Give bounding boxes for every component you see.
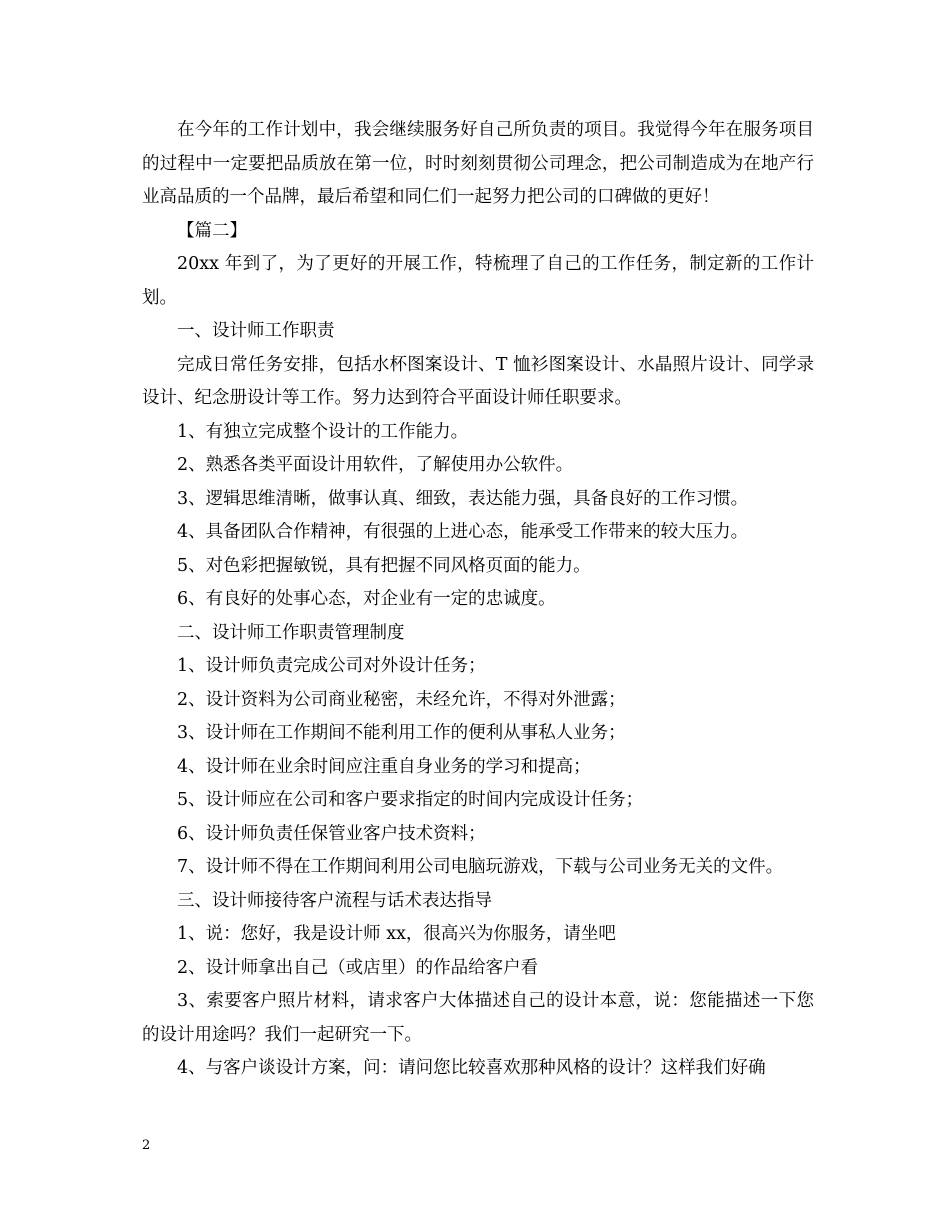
heading-management-rules: 二、设计师工作职责管理制度 [177,622,405,643]
paragraph-daily-tasks: 完成日常任务安排，包括水杯图案设计、T 恤衫图案设计、水晶照片设计、同学录设计、纪念册设计等工作。努力达到符合平面设计师任职要求。 [142,354,814,408]
paragraph-closing-plan: 在今年的工作计划中，我会继续服务好自己所负责的项目。我觉得今年在服务项目的过程中一定要把品质放在第一位，时时刻刻贯彻公司理念，把公司制造成为在地产行业高品质的一个品牌，最后希望和同仁们一起努力把公司的口碑做的更好！ [142,120,814,207]
list-item-duty-3: 3、逻辑思维清晰，做事认真、细致，表达能力强，具备良好的工作习惯。 [177,488,749,509]
list-item-duty-4: 4、具备团队合作精神，有很强的上进心态，能承受工作带来的较大压力。 [177,522,749,542]
list-item-rule-5: 5、设计师应在公司和客户要求指定的时间内完成设计任务； [177,790,644,810]
list-item-duty-2: 2、熟悉各类平面设计用软件，了解使用办公软件。 [177,455,574,475]
heading-client-reception: 三、设计师接待客户流程与话术表达指导 [177,890,492,911]
list-item-rule-3: 3、设计师在工作期间不能利用工作的便利从事私人业务； [177,723,626,743]
list-item-reception-4: 4、与客户谈设计方案，问：请问您比较喜欢那种风格的设计？这样我们好确 [177,1058,766,1078]
list-item-duty-1: 1、有独立完成整个设计的工作能力。 [177,421,469,442]
page-number: 2 [142,1138,151,1153]
list-item-rule-6: 6、设计师负责任保管业客户技术资料； [177,823,486,844]
list-item-duty-6: 6、有良好的处事心态，对企业有一定的忠诚度。 [177,589,556,609]
list-item-rule-2: 2、设计资料为公司商业秘密，未经允许，不得对外泄露； [177,689,626,710]
list-item-duty-5: 5、对色彩把握敏锐，具有把握不同风格页面的能力。 [177,555,591,576]
heading-duties: 一、设计师工作职责 [177,321,335,341]
list-item-rule-7: 7、设计师不得在工作期间利用公司电脑玩游戏，下载与公司业务无关的文件。 [177,857,784,877]
paragraph-intro: 20xx 年到了，为了更好的开展工作，特梳理了自己的工作任务，制定新的工作计划。 [142,254,814,308]
section-heading-part-two: 【篇二】 [177,220,247,241]
list-item-reception-3: 3、索要客户照片材料，请求客户大体描述自己的设计本意，说：您能描述一下您的设计用途吗？我们一起研究一下。 [142,991,814,1045]
list-item-rule-1: 1、设计师负责完成公司对外设计任务； [177,656,486,676]
list-item-reception-1: 1、说：您好，我是设计师 xx，很高兴为你服务，请坐吧 [177,924,616,944]
document-body [142,114,814,1086]
list-item-reception-2: 2、设计师拿出自己（或店里）的作品给客户看 [177,957,539,978]
list-item-rule-4: 4、设计师在业余时间应注重自身业务的学习和提高； [177,756,591,777]
